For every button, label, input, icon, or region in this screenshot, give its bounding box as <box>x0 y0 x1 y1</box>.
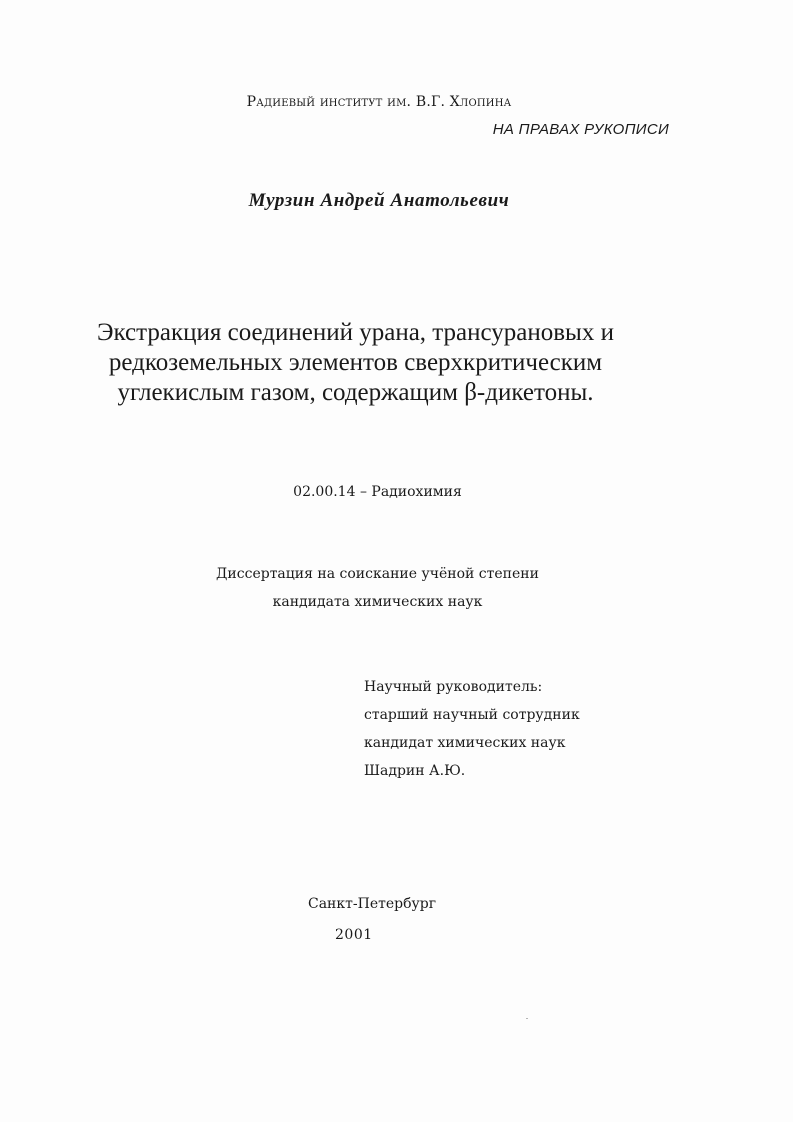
supervisor-degree: кандидат химических наук <box>364 735 566 751</box>
supervisor-heading: Научный руководитель: <box>364 679 543 695</box>
supervisor-name: Шадрин А.Ю. <box>364 763 466 779</box>
supervisor-block <box>364 673 580 785</box>
institute-name: Радиевый институт им. В.Г. Хлопина <box>246 94 512 110</box>
manuscript-rights-notice: НА ПРАВАХ РУКОПИСИ <box>492 121 669 138</box>
supervisor-position: старший научный сотрудник <box>364 707 580 723</box>
specialty-code: 02.00.14 – Радиохимия <box>293 484 462 500</box>
degree-statement <box>0 560 755 616</box>
scan-speck <box>526 1018 528 1019</box>
dissertation-title <box>0 318 711 408</box>
degree-line-2: кандидата химических наук <box>272 594 483 610</box>
city: Санкт-Петербург <box>308 896 437 912</box>
year: 2001 <box>335 927 373 943</box>
author-name: Мурзин Андрей Анатольевич <box>248 190 510 211</box>
degree-line-1: Диссертация на соискание учёной степени <box>216 566 539 582</box>
title-line-2: редкоземельных элементов сверхкритическим <box>108 349 603 376</box>
title-line-1: Экстракция соединений урана, трансурановых и <box>97 319 614 346</box>
title-line-3: углекислым газом, содержащим β-дикетоны. <box>117 379 594 406</box>
